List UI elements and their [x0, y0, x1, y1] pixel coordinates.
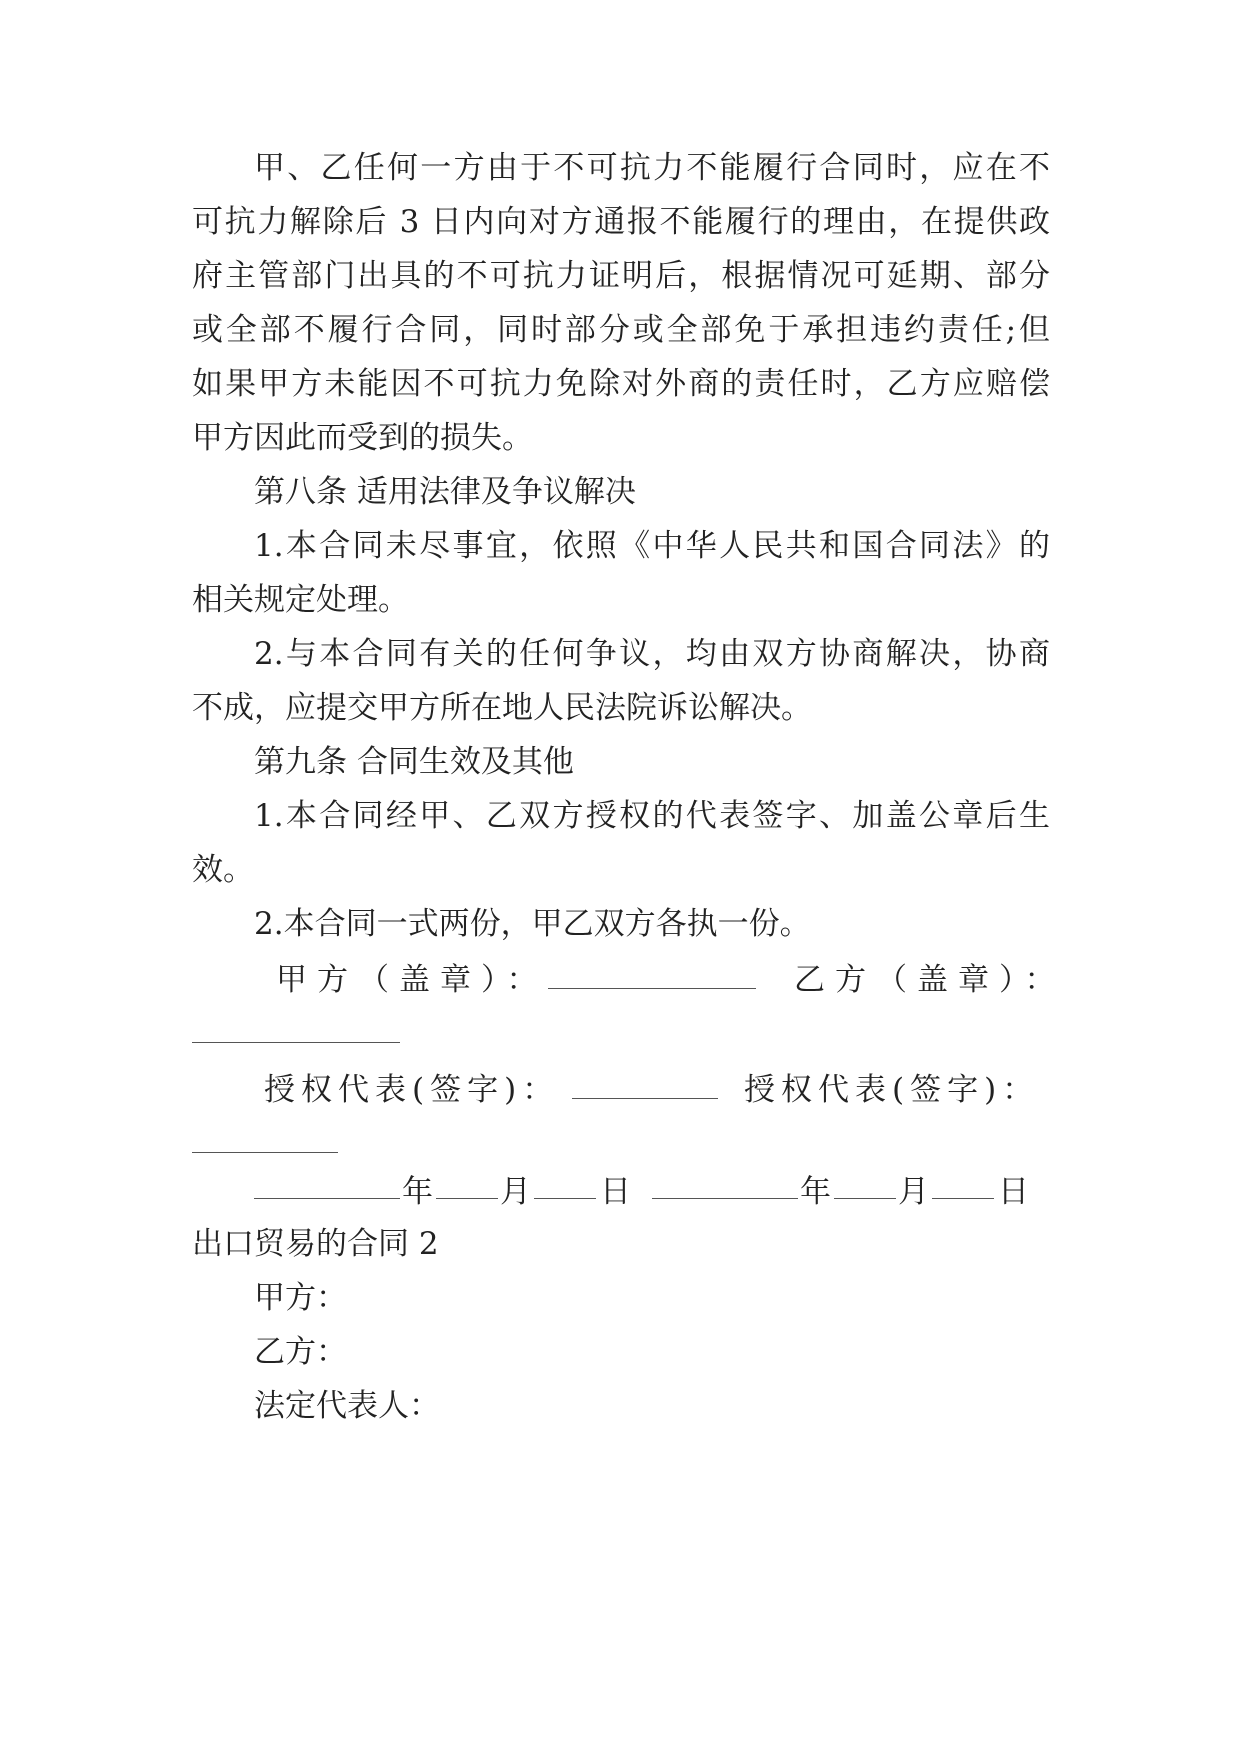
article-8-item-1-line-2: 相关规定处理。: [192, 582, 409, 618]
force-majeure-line-6: 甲方因此而受到的损失。: [192, 420, 533, 456]
article-8-item-1-line-1: 1.本合同未尽事宜，依照《中华人民共和国合同法》的: [254, 528, 1050, 564]
article-9-item-1-line-2: 效。: [192, 852, 254, 888]
article-9-heading: 第九条 合同生效及其他: [254, 744, 574, 780]
date-a-year-blank: [254, 1198, 400, 1199]
party-b-seal-blank: [192, 1042, 400, 1043]
rep-a-blank: [572, 1098, 718, 1099]
force-majeure-line-2: 可抗力解除后 3 日内向对方通报不能履行的理由，在提供政: [192, 204, 1050, 240]
article-8-item-2-line-2: 不成，应提交甲方所在地人民法院诉讼解决。: [192, 690, 812, 726]
force-majeure-line-4: 或全部不履行合同，同时部分或全部免于承担违约责任;但: [192, 312, 1050, 348]
party-a-seal-blank: [548, 988, 756, 989]
rep-a-label: 授权代表(签字)：: [264, 1072, 560, 1108]
contract-2-legal-rep: 法定代表人：: [254, 1388, 440, 1424]
date-a-day-label: 日: [600, 1174, 631, 1210]
date-a-day-blank: [534, 1198, 596, 1199]
date-b-month-blank: [834, 1198, 896, 1199]
date-b-year-label: 年: [800, 1174, 831, 1210]
date-b-day-blank: [932, 1198, 994, 1199]
contract-2-title: 出口贸易的合同 2: [192, 1226, 439, 1262]
article-8-item-2-line-1: 2.与本合同有关的任何争议，均由双方协商解决，协商: [254, 636, 1050, 672]
date-a-year-label: 年: [402, 1174, 433, 1210]
date-b-year-blank: [652, 1198, 798, 1199]
contract-2-party-b: 乙方：: [254, 1334, 347, 1370]
date-b-day-label: 日: [998, 1174, 1029, 1210]
force-majeure-line-5: 如果甲方未能因不可抗力免除对外商的责任时，乙方应赔偿: [192, 366, 1050, 402]
rep-b-label: 授权代表(签字)：: [744, 1072, 1040, 1108]
article-9-item-2: 2.本合同一式两份，甲乙双方各执一份。: [254, 906, 811, 942]
party-b-seal-label: 乙方（盖章）：: [794, 962, 1066, 998]
article-8-heading: 第八条 适用法律及争议解决: [254, 474, 636, 510]
article-9-item-1-line-1: 1.本合同经甲、乙双方授权的代表签字、加盖公章后生: [254, 798, 1050, 834]
contract-2-party-a: 甲方：: [254, 1280, 347, 1316]
force-majeure-line-1: 甲、乙任何一方由于不可抗力不能履行合同时，应在不: [254, 150, 1050, 186]
date-a-month-blank: [436, 1198, 498, 1199]
date-b-month-label: 月: [898, 1174, 929, 1210]
rep-b-blank: [192, 1152, 338, 1153]
date-a-month-label: 月: [500, 1174, 531, 1210]
force-majeure-line-3: 府主管部门出具的不可抗力证明后，根据情况可延期、部分: [192, 258, 1050, 294]
party-a-seal-label: 甲方（盖章）：: [276, 962, 548, 998]
